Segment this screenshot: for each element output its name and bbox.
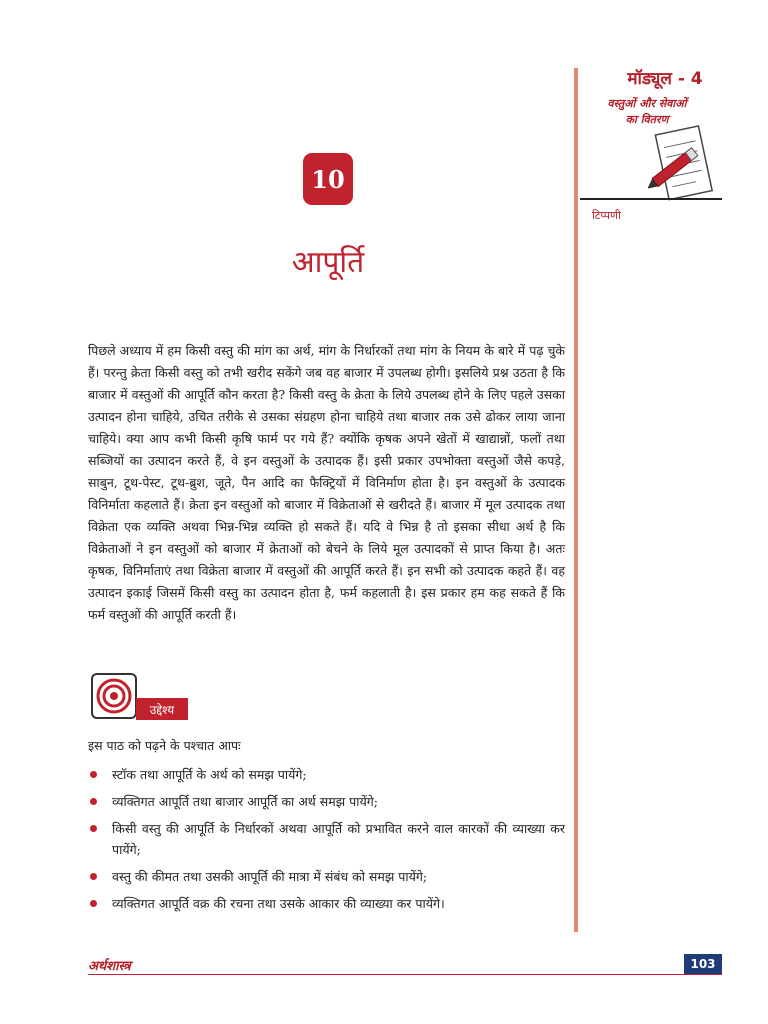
module-subtitle-line2: का वितरण xyxy=(625,113,669,126)
chapter-title: आपूर्ति xyxy=(291,245,365,280)
sidebar-rule xyxy=(580,198,722,200)
sidebar-divider xyxy=(574,68,578,932)
target-icon xyxy=(91,673,137,719)
list-item: व्यक्तिगत आपूर्ति तथा बाजार आपूर्ति का अर्थ समझ पायेंगे; xyxy=(88,791,565,812)
footer-rule xyxy=(88,974,722,975)
bullet-icon xyxy=(90,873,97,880)
page-number: 103 xyxy=(684,954,722,974)
footer-subject: अर्थशास्त्र xyxy=(88,959,131,974)
objectives-list xyxy=(88,764,565,920)
module-title: मॉड्यूल - 4 xyxy=(627,69,703,89)
module-subtitle-line1: वस्तुओं और सेवाओं xyxy=(607,97,687,110)
list-item: किसी वस्तु की आपूर्ति के निर्धारकों अथवा आपूर्ति को प्रभावित करने वाल कारकों की व्याख्या कर पायेंगे; xyxy=(88,818,565,860)
objectives-label: उद्देश्य xyxy=(136,698,188,720)
body-paragraph: पिछले अध्याय में हम किसी वस्तु की मांग का अर्थ, मांग के निर्धारकों तथा मांग के नियम के बारे में पढ़ चुके हैं। परन्तु क्रेता किसी वस्तु को तभी खरीद सकेंगे जब वह बाजार में उपलब्ध होगी। इसलिये प्रश्न उठता है कि बाजार में वस्तुओं की आपूर्ति कौन करता है? किसी वस्तु के क्रेता के लिये उपलब्ध होने के लिए पहले उसका उत्पादन होना चाहिये, उचित तरीके से उसका संग्रहण होना चाहिये तथा बाजार तक उसे ढोकर लाया जाना चाहिये। क्या आप कभी किसी कृषि फार्म पर गये हैं? क्योंकि कृषक अपने खेतों में खाद्यान्नों, फलों तथा सब्जियों का उत्पादन करते हैं, वे इन वस्तुओं के उत्पादक हैं। इसी प्रकार उपभोक्ता वस्तुओं जैसे कपड़े, साबुन, टूथ-पेस्ट, टूथ-ब्रुश, जूते, पैन आदि का फैक्ट्रियों में विनिर्माण होता है। इन वस्तुओं के उत्पादक विनिर्माता कहलाते हैं। क्रेता इन वस्तुओं को बाजार में विक्रेताओं से खरीदते हैं। बाजार में मूल उत्पादक तथा विक्रेता एक व्यक्ति अथवा भिन्न-भिन्न व्यक्ति हो सकते हैं। यदि वे भिन्न है तो इसका सीधा अर्थ है कि विक्रेताओं ने इन वस्तुओं को बाजार में क्रेताओं को बेचने के लिये मूल उत्पादकों से प्राप्त किया है। अतः कृषक, विनिर्माताएं तथा विक्रेता बाजार में वस्तुओं की आपूर्ति करते हैं। इन सभी को उत्पादक कहते हैं। वह उत्पादन इकाई जिसमें किसी वस्तु का उत्पादन होता है, फर्म कहलाती है। इस प्रकार हम कह सकते हैं कि फर्म वस्तुओं की आपूर्ति करती हैं। xyxy=(88,343,565,622)
note-label: टिप्पणी xyxy=(592,209,621,222)
list-item: वस्तु की कीमत तथा उसकी आपूर्ति की मात्रा में संबंध को समझ पायेंगे; xyxy=(88,866,565,887)
objectives-intro: इस पाठ को पढ़ने के पश्चात आपः xyxy=(88,738,241,753)
bullet-icon xyxy=(90,798,97,805)
list-item: स्टॉक तथा आपूर्ति के अर्थ को समझ पायेंगे; xyxy=(88,764,565,785)
bullet-icon xyxy=(90,771,97,778)
bullet-icon xyxy=(90,825,97,832)
list-item: व्यक्तिगत आपूर्ति वक्र की रचना तथा उसके आकार की व्याख्या कर पायेंगे। xyxy=(88,893,565,914)
bullet-icon xyxy=(90,900,97,907)
chapter-number-badge: 10 xyxy=(303,153,353,205)
pen-and-paper-icon xyxy=(648,124,718,204)
